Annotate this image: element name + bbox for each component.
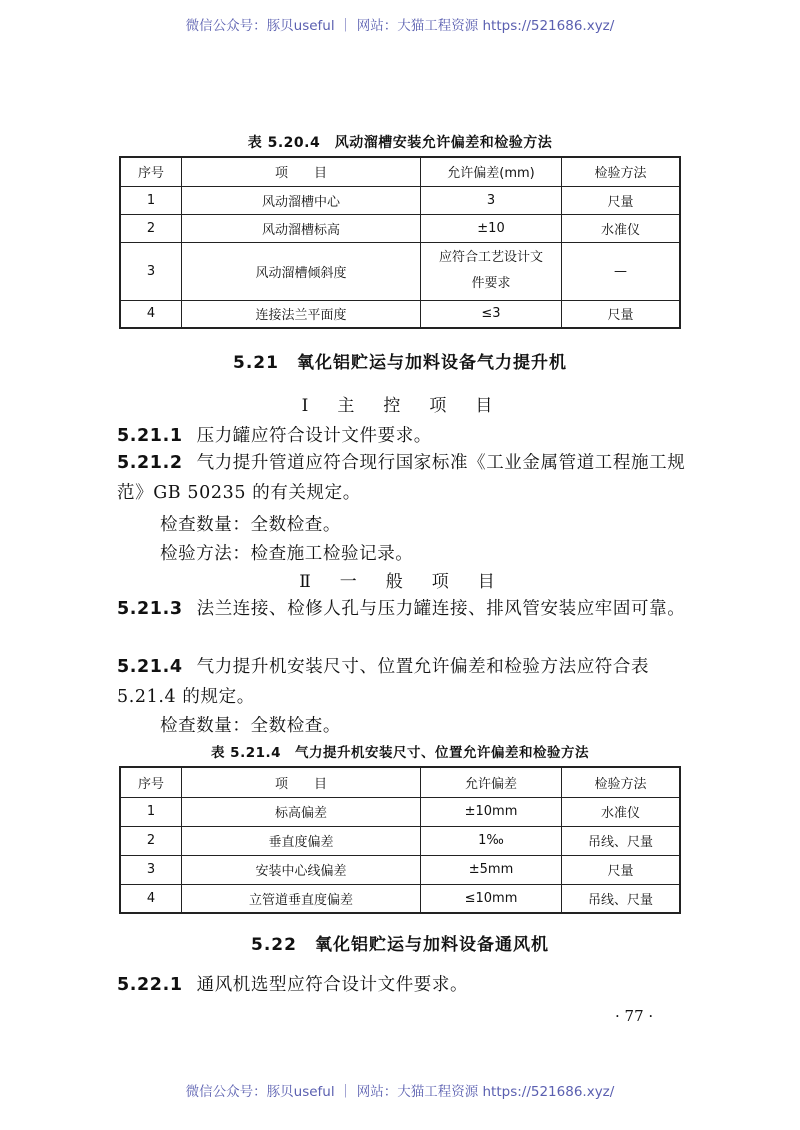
table-cell: ±5mm bbox=[421, 855, 562, 884]
clause-number: 5.21.3 bbox=[117, 599, 183, 619]
table-cell: ±10 bbox=[421, 214, 562, 242]
table-cell: ≤10mm bbox=[421, 884, 562, 913]
clause-text: 压力罐应符合设计文件要求。 bbox=[196, 426, 432, 446]
table-cell: 尺量 bbox=[562, 300, 681, 328]
table-row bbox=[120, 855, 680, 884]
table-cell: 尺量 bbox=[562, 855, 681, 884]
table-cell: 吊线、尺量 bbox=[562, 884, 681, 913]
watermark-top: 微信公众号：豚贝useful ｜ 网站：大猫工程资源 https://521686.xyz/ bbox=[185, 18, 615, 34]
clause-number: 5.22.1 bbox=[117, 975, 183, 995]
table-cell: 1 bbox=[120, 797, 182, 826]
table-5-20-4-title: 表 5.20.4 风动溜槽安装允许偏差和检验方法 bbox=[247, 135, 553, 151]
header-cell: 允许偏差 bbox=[421, 767, 562, 797]
header-cell: 检验方法 bbox=[562, 157, 681, 186]
table-row bbox=[120, 797, 680, 826]
section-5-21-heading: 5.21 氧化铝贮运与加料设备气力提升机 bbox=[233, 353, 567, 373]
header-cell: 序号 bbox=[120, 767, 182, 797]
clause-text: 通风机选型应符合设计文件要求。 bbox=[196, 975, 469, 995]
header-cell: 项 目 bbox=[182, 157, 421, 186]
table-cell: ±10mm bbox=[421, 797, 562, 826]
clause-text: 气力提升机安装尺寸、位置允许偏差和检验方法应符合表 5.21.4 的规定。 bbox=[117, 657, 650, 707]
table-header-row bbox=[120, 157, 680, 186]
table-cell: 连接法兰平面度 bbox=[182, 300, 421, 328]
table-cell: 立管道垂直度偏差 bbox=[182, 884, 421, 913]
header-cell: 允许偏差(mm) bbox=[421, 157, 562, 186]
clause-5-21-2 bbox=[117, 448, 687, 508]
table-cell: 风动溜槽倾斜度 bbox=[182, 242, 421, 300]
clause-5-21-3 bbox=[117, 594, 687, 624]
general-items-heading: Ⅱ 一 般 项 目 bbox=[299, 572, 501, 592]
table-cell: 应符合工艺设计文件要求 bbox=[421, 242, 562, 300]
table-cell: 水准仪 bbox=[562, 797, 681, 826]
table-cell: 安装中心线偏差 bbox=[182, 855, 421, 884]
table-row bbox=[120, 884, 680, 913]
table-5-21-4-title: 表 5.21.4 气力提升机安装尺寸、位置允许偏差和检验方法 bbox=[210, 745, 590, 761]
clause-number: 5.21.1 bbox=[117, 426, 183, 446]
clause-5-22-1 bbox=[117, 970, 687, 1000]
table-cell: 标高偏差 bbox=[182, 797, 421, 826]
clause-number: 5.21.4 bbox=[117, 657, 183, 677]
inspection-quantity: 检查数量：全数检查。 bbox=[160, 515, 341, 535]
header-cell: 序号 bbox=[120, 157, 182, 186]
page-number: · 77 · bbox=[615, 1007, 654, 1025]
table-cell: 吊线、尺量 bbox=[562, 826, 681, 855]
table-cell: 1‰ bbox=[421, 826, 562, 855]
clause-5-21-1 bbox=[117, 421, 687, 451]
table-cell: 3 bbox=[421, 186, 562, 214]
table-cell: 2 bbox=[120, 214, 182, 242]
clause-number: 5.21.2 bbox=[117, 453, 183, 473]
table-cell: ≤3 bbox=[421, 300, 562, 328]
table-row bbox=[120, 186, 680, 214]
table-cell: 4 bbox=[120, 300, 182, 328]
table-cell: 3 bbox=[120, 855, 182, 884]
table-5-21-4 bbox=[119, 766, 681, 914]
table-row bbox=[120, 242, 680, 300]
inspection-method: 检验方法：检查施工检验记录。 bbox=[160, 544, 414, 564]
clause-text: 气力提升管道应符合现行国家标准《工业金属管道工程施工规范》GB 50235 的有关规定。 bbox=[117, 453, 686, 503]
table-row bbox=[120, 300, 680, 328]
table-cell: 尺量 bbox=[562, 186, 681, 214]
table-5-20-4 bbox=[119, 156, 681, 329]
table-cell: 风动溜槽标高 bbox=[182, 214, 421, 242]
clause-5-21-4 bbox=[117, 652, 687, 712]
watermark-bottom: 微信公众号：豚贝useful ｜ 网站：大猫工程资源 https://521686.xyz/ bbox=[185, 1084, 615, 1100]
clause-text: 法兰连接、检修人孔与压力罐连接、排风管安装应牢固可靠。 bbox=[196, 599, 686, 619]
table-cell: 2 bbox=[120, 826, 182, 855]
table-cell: 1 bbox=[120, 186, 182, 214]
section-5-22-heading: 5.22 氧化铝贮运与加料设备通风机 bbox=[251, 935, 549, 955]
table-cell: — bbox=[562, 242, 681, 300]
table-row bbox=[120, 826, 680, 855]
table-cell: 3 bbox=[120, 242, 182, 300]
header-cell: 检验方法 bbox=[562, 767, 681, 797]
main-control-items-heading: Ⅰ 主 控 项 目 bbox=[301, 396, 499, 416]
table-cell: 垂直度偏差 bbox=[182, 826, 421, 855]
table-header-row bbox=[120, 767, 680, 797]
header-cell: 项 目 bbox=[182, 767, 421, 797]
table-cell: 风动溜槽中心 bbox=[182, 186, 421, 214]
table-cell: 水准仪 bbox=[562, 214, 681, 242]
table-cell: 4 bbox=[120, 884, 182, 913]
table-row bbox=[120, 214, 680, 242]
inspection-quantity: 检查数量：全数检查。 bbox=[160, 716, 341, 736]
